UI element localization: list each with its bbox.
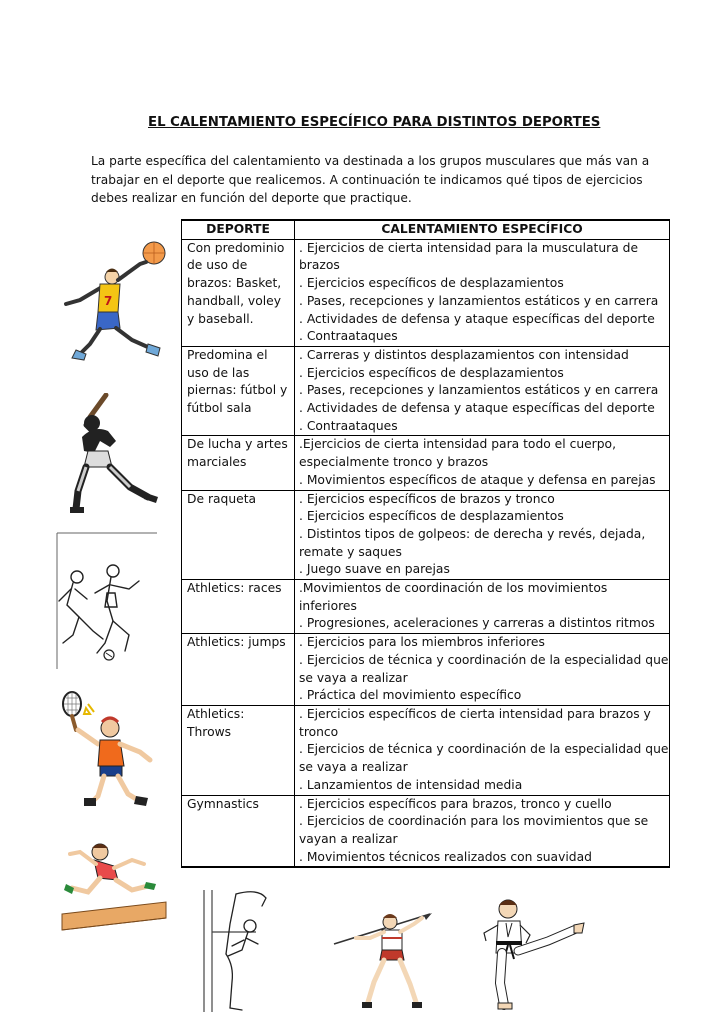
warmup-table — [181, 219, 670, 868]
warmup-line: . Actividades de defensa y ataque específicas del deporte — [299, 311, 655, 326]
table-row — [182, 490, 670, 580]
warmup-cell — [295, 436, 670, 490]
sport-cell — [182, 795, 295, 867]
header-sport: DEPORTE — [182, 220, 295, 239]
sport-line: Con predominio — [187, 240, 285, 255]
warmup-line: remate y saques — [299, 544, 402, 559]
warmup-line: . Juego suave en parejas — [299, 562, 450, 577]
svg-text:7: 7 — [104, 294, 113, 308]
sport-line: piernas: fútbol y — [187, 383, 288, 398]
table-header-row — [182, 220, 670, 239]
sport-line: De lucha y artes — [187, 437, 288, 452]
sport-line: uso de las — [187, 365, 250, 380]
sport-line: Gymnastics — [187, 796, 259, 811]
warmup-line: . Contraataques — [299, 418, 398, 433]
sport-cell — [182, 705, 295, 795]
warmup-cell — [295, 634, 670, 706]
sport-cell — [182, 436, 295, 490]
table-row — [182, 580, 670, 634]
warmup-cell — [295, 239, 670, 346]
sport-line: Athletics: jumps — [187, 635, 286, 650]
sport-line: fútbol sala — [187, 401, 252, 416]
gymnast-stretching-icon — [196, 884, 300, 1014]
sport-line: De raqueta — [187, 491, 257, 506]
warmup-cell — [295, 795, 670, 867]
warmup-line: . Ejercicios de cierta intensidad para la musculatura de — [299, 240, 639, 255]
page-title: EL CALENTAMIENTO ESPECÍFICO PARA DISTINTOS DEPORTES — [148, 115, 601, 130]
table-row — [182, 634, 670, 706]
sport-line: Athletics: races — [187, 581, 282, 596]
header-warmup: CALENTAMIENTO ESPECÍFICO — [295, 220, 670, 239]
sport-line: Throws — [187, 724, 232, 739]
warmup-line: .Ejercicios de cierta intensidad para todo el cuerpo, — [299, 437, 616, 452]
table-row — [182, 705, 670, 795]
sport-line: brazos: Basket, — [187, 276, 282, 291]
sport-line: marciales — [187, 455, 247, 470]
warmup-line: . Pases, recepciones y lanzamientos estáticos y en carrera — [299, 293, 659, 308]
warmup-line: se vaya a realizar — [299, 760, 408, 775]
warmup-line: brazos — [299, 258, 340, 273]
table-row — [182, 239, 670, 346]
baseball-batter-icon — [64, 393, 164, 515]
warmup-line: . Ejercicios específicos de desplazamientos — [299, 276, 564, 291]
warmup-line: . Movimientos técnicos realizados con suavidad — [299, 849, 592, 864]
sport-cell — [182, 346, 295, 436]
intro-line: trabajar en el deporte que realicemos. A continuación te indicamos qué tipos de ejercicios — [91, 172, 643, 187]
tennis-player-icon — [58, 690, 164, 810]
warmup-line: .Movimientos de coordinación de los movimientos — [299, 581, 608, 596]
table-row — [182, 346, 670, 436]
sport-line: Athletics: — [187, 706, 245, 721]
sport-line: Predomina el — [187, 347, 268, 362]
warmup-line: . Ejercicios específicos de desplazamientos — [299, 365, 564, 380]
warmup-cell — [295, 580, 670, 634]
warmup-line: . Carreras y distintos desplazamientos con intensidad — [299, 347, 629, 362]
warmup-line: . Contraataques — [299, 329, 398, 344]
sport-cell — [182, 634, 295, 706]
warmup-line: . Ejercicios específicos de brazos y tronco — [299, 491, 555, 506]
warmup-line: . Ejercicios específicos de cierta intensidad para brazos y — [299, 706, 651, 721]
football-players-icon — [53, 531, 161, 671]
warmup-line: . Ejercicios específicos para brazos, tronco y cuello — [299, 796, 612, 811]
intro-paragraph — [91, 152, 661, 208]
karate-kick-icon — [478, 893, 588, 1013]
warmup-line: tronco — [299, 724, 339, 739]
warmup-cell — [295, 346, 670, 436]
sport-cell — [182, 490, 295, 580]
warmup-cell — [295, 705, 670, 795]
warmup-cell — [295, 490, 670, 580]
table-row — [182, 795, 670, 867]
warmup-line: inferiores — [299, 598, 357, 613]
warmup-line: se vaya a realizar — [299, 670, 408, 685]
warmup-line: . Distintos tipos de golpeos: de derecha y revés, dejada, — [299, 526, 646, 541]
basketball-player-icon — [60, 232, 172, 372]
warmup-line: . Ejercicios de coordinación para los movimientos que se — [299, 814, 649, 829]
table-row — [182, 436, 670, 490]
intro-line: debes realizar en función del deporte que practique. — [91, 191, 412, 206]
warmup-line: . Ejercicios específicos de desplazamientos — [299, 509, 564, 524]
warmup-line: . Pases, recepciones y lanzamientos estáticos y en carrera — [299, 383, 659, 398]
warmup-line: . Progresiones, aceleraciones y carreras a distintos ritmos — [299, 616, 655, 631]
warmup-line: . Ejercicios de técnica y coordinación de la especialidad que — [299, 652, 669, 667]
sport-line: de uso de — [187, 258, 248, 273]
sport-cell — [182, 580, 295, 634]
warmup-line: especialmente tronco y brazos — [299, 455, 489, 470]
warmup-line: . Movimientos específicos de ataque y defensa en parejas — [299, 472, 656, 487]
sport-cell — [182, 239, 295, 346]
intro-line: La parte específica del calentamiento va destinada a los grupos musculares que más van a — [91, 154, 650, 168]
long-jumper-icon — [58, 838, 168, 938]
sport-line: y baseball. — [187, 311, 254, 326]
warmup-line: . Lanzamientos de intensidad media — [299, 777, 523, 792]
warmup-line: vayan a realizar — [299, 831, 398, 846]
sport-line: handball, voley — [187, 293, 281, 308]
warmup-line: . Actividades de defensa y ataque específicas del deporte — [299, 401, 655, 416]
warmup-line: . Ejercicios para los miembros inferiores — [299, 635, 545, 650]
warmup-line: . Ejercicios de técnica y coordinación de la especialidad que — [299, 742, 669, 757]
javelin-thrower-icon — [330, 898, 434, 1016]
warmup-line: . Práctica del movimiento específico — [299, 688, 522, 703]
